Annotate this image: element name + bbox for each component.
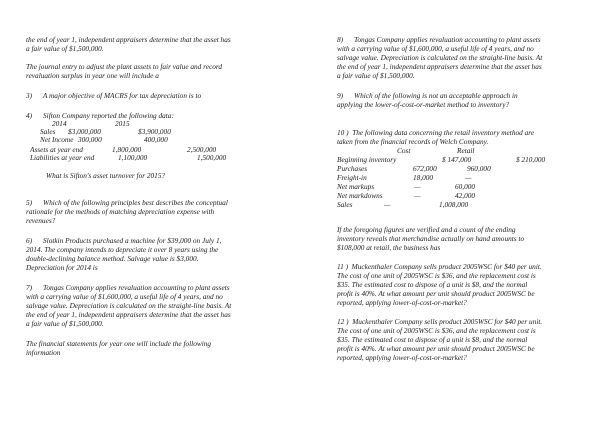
line: $35. The estimated cost to dispose of a unit is $8, and the normal [337, 280, 528, 289]
line: 8) Tongas Company applies revaluation accounting to plant assets [337, 35, 541, 44]
year-2015: 2015 [115, 119, 130, 128]
line: If the foregoing figures are verified and a count of the ending [337, 225, 516, 234]
line: revenues? [26, 216, 56, 225]
table-cell: 1,008,000 [439, 200, 469, 209]
table-cell: 1,500,000 [197, 153, 227, 162]
line: Depreciation for 2014 is [26, 263, 98, 272]
column-header-retail: Retail [457, 146, 475, 155]
table-cell: 1,100,000 [118, 153, 148, 162]
table-cell: 1,800,000 [112, 145, 142, 154]
line: a fair value of $1,500,000. [26, 44, 104, 53]
column-header-cost: Cost [397, 146, 411, 155]
line: with a carrying value of $1,600,000, a useful life of 4 years, and no [337, 44, 534, 53]
table-cell: 672,000 [413, 164, 437, 173]
line: 11 ) Muckenthaler Company sells product 2005WSC for $40 per unit. [337, 262, 542, 271]
table-row-label: Assets at year end [30, 145, 83, 154]
table-row-label: Net markups [337, 182, 375, 191]
line: The cost of one unit of 2005WSC is $36, and the replacement cost is [337, 326, 536, 335]
line: information [26, 348, 61, 357]
table-row-label: Purchases [337, 164, 368, 173]
line: a fair value of $1,500,000. [337, 71, 415, 80]
line: with a carrying value of $1,600,000, a useful life of 4 years, and no [26, 292, 223, 301]
line: salvage value. Depreciation is calculated on the straight-line basis. At [337, 53, 543, 62]
table-cell: $3,900,000 [138, 127, 171, 136]
line: rationale for the methods of matching depreciation expense with [26, 207, 215, 216]
table-cell: — [384, 200, 391, 209]
line: 9) Which of the following is not an acceptable approach in [337, 91, 518, 100]
table-row-label: Net Income [40, 135, 74, 144]
line: profit is 40%. At what amount per unit should product 2005WSC be [337, 344, 535, 353]
question-3: 3) A major objective of MACRS for tax depreciation is to [26, 91, 202, 100]
table-row-label: Freight-in [337, 173, 367, 182]
table-cell: — [414, 191, 421, 200]
table-cell: $ 147,000 [442, 155, 472, 164]
table-cell: $3,000,000 [68, 127, 101, 136]
table-cell: — [465, 173, 472, 182]
line: 7) Tongas Company applies revaluation accounting to plant assets [26, 283, 230, 292]
table-cell: 2,500,000 [187, 145, 217, 154]
table-cell: $ 210,000 [516, 155, 546, 164]
line: the end of year 1, independent appraisers determine that the asset has [337, 62, 542, 71]
line: $108,000 at retail, the business has [337, 243, 441, 252]
line: 6) Slotkin Products purchased a machine for $39,000 on July 1, [26, 236, 222, 245]
line: The financial statements for year one will include the following [26, 339, 212, 348]
table-row-label: Sales [40, 127, 56, 136]
line: 2014. The company intends to depreciate it over 8 years using the [26, 245, 219, 254]
line: taken from the financial records of Welch Company. [337, 137, 489, 146]
line: the end of year 1, independent appraisers determine that the asset has [26, 35, 231, 44]
line: 10 ) The following data concerning the retail inventory method are [337, 128, 535, 137]
table-cell: 42,000 [455, 191, 476, 200]
line: a fair value of $1,500,000. [26, 319, 104, 328]
table-row-label: Sales [337, 200, 353, 209]
question-4-question: What is Sifton's asset turnover for 2015? [46, 171, 166, 180]
table-cell: 60,000 [455, 182, 476, 191]
line: The cost of one unit of 2005WSC is $36, and the replacement cost is [337, 271, 536, 280]
line: profit is 40%. At what amount per unit should product 2005WSC be [337, 289, 535, 298]
line: 5) Which of the following principles best describes the conceptual [26, 198, 228, 207]
line: 12 ) Muckenthaler Company sells product 2005WSC for $40 per unit. [337, 317, 543, 326]
table-row-label: Beginning inventory [337, 155, 397, 164]
question-4-intro: 4) Sifton Company reported the following data: [26, 111, 174, 120]
line: salvage value. Depreciation is calculated on the straight-line basis. At [26, 301, 232, 310]
table-cell: — [414, 182, 421, 191]
line: The journal entry to adjust the plant assets to fair value and record [26, 62, 223, 71]
table-cell: 300,000 [78, 135, 102, 144]
line: $35. The estimated cost to dispose of a unit is $8, and the normal [337, 335, 528, 344]
table-row-label: Liabilities at year end [30, 153, 95, 162]
year-2014: 2014 [52, 119, 67, 128]
line: applying the lower-of-cost-or-market method to inventory? [337, 100, 510, 109]
line: revaluation surplus in year one will include a [26, 71, 159, 80]
line: the end of year 1, independent appraisers determine that the asset has [26, 310, 231, 319]
line: inventory reveals that merchandise actually on hand amounts to [337, 234, 525, 243]
line: reported, applying lower-of-cost-or-market? [337, 353, 467, 362]
line: reported, applying lower-of-cost-or-market? [337, 298, 467, 307]
table-cell: 18,000 [413, 173, 434, 182]
table-row-label: Net markdowns [337, 191, 383, 200]
table-cell: 960,000 [467, 164, 491, 173]
line: double-declining balance method. Salvage value is $3,000. [26, 254, 199, 263]
table-cell: 400,000 [144, 135, 168, 144]
